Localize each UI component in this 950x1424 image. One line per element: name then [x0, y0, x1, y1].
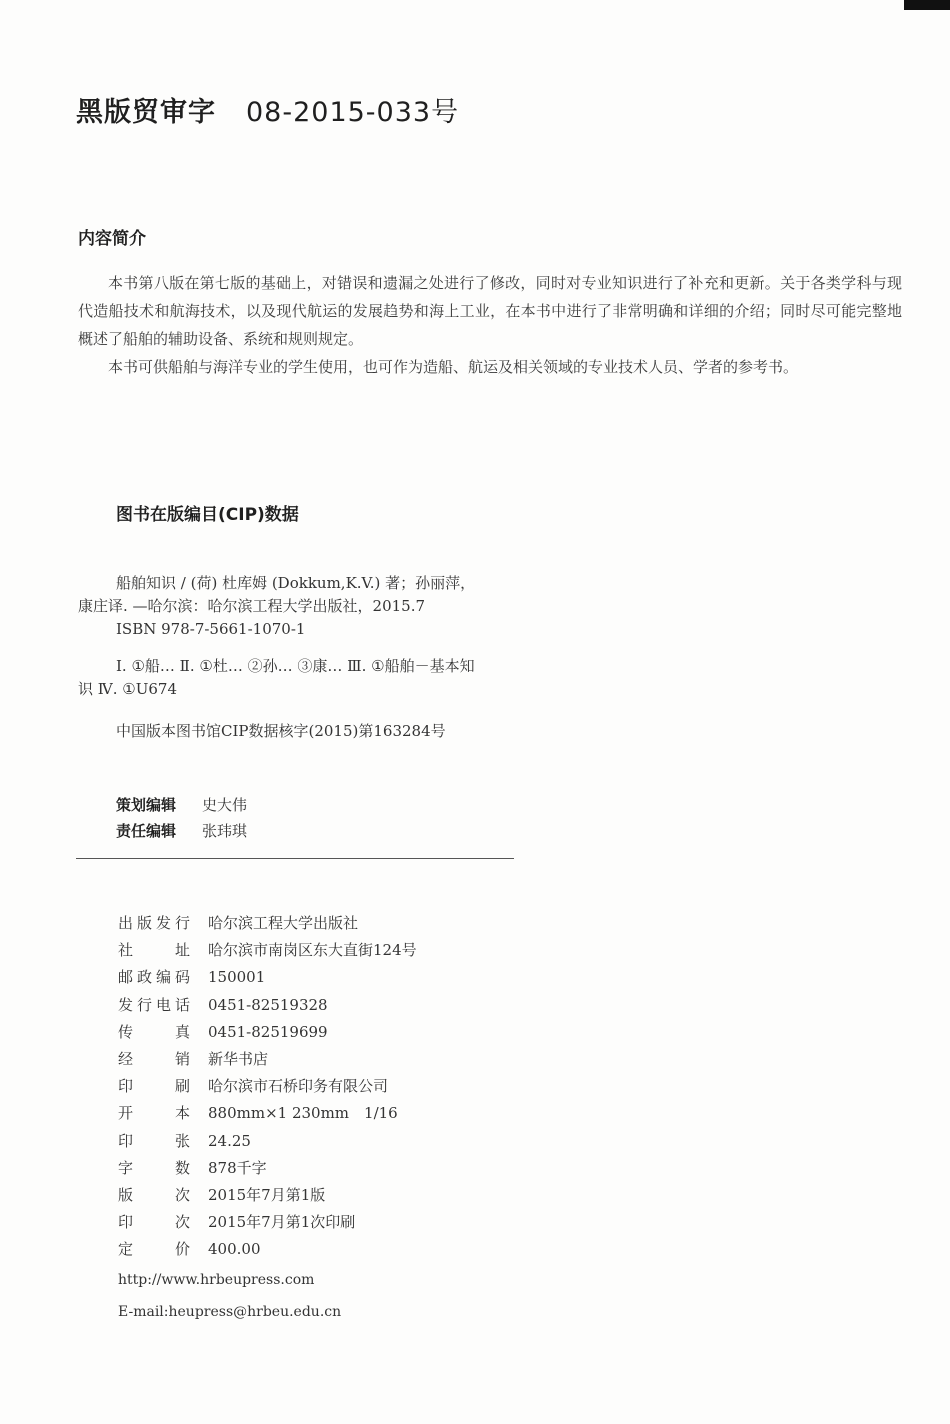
- info-value: 哈尔滨工程大学出版社: [208, 914, 359, 932]
- info-row: [118, 964, 417, 991]
- info-label: 发行电话: [118, 995, 190, 1014]
- info-row: [118, 1073, 417, 1100]
- info-row: [118, 1236, 417, 1263]
- email-address: E-mail:heupress@hrbeu.edu.cn: [118, 1303, 342, 1320]
- info-value: 0451-82519328: [208, 995, 328, 1014]
- info-row: [118, 1155, 417, 1182]
- info-value: 新华书店: [208, 1049, 269, 1068]
- approval-code: 08-2015-033号: [246, 97, 460, 128]
- info-value: 150001: [208, 968, 266, 987]
- info-value: 2015年7月第1次印刷: [208, 1213, 356, 1232]
- approval-label: 黑版贸审字: [76, 97, 216, 128]
- editor-name: 张玮琪: [202, 822, 248, 840]
- info-value: 880mm×1 230mm 1/16: [208, 1104, 398, 1123]
- publication-info: [118, 910, 417, 1326]
- info-value: 2015年7月第1版: [208, 1185, 326, 1204]
- info-label: 社址: [118, 941, 190, 960]
- info-value: 878千字: [208, 1158, 267, 1177]
- info-row: [118, 1182, 417, 1209]
- info-label: 印张: [118, 1131, 190, 1150]
- editor-name: 史大伟: [202, 796, 248, 814]
- info-label: 经销: [118, 1049, 190, 1068]
- cip-record: [78, 572, 478, 743]
- summary-text: [78, 269, 902, 381]
- info-label: 邮政编码: [118, 968, 190, 987]
- approval-number: [76, 90, 459, 129]
- editors-list: [116, 792, 247, 844]
- info-row: [118, 1019, 417, 1046]
- cip-verification-number: 中国版本图书馆CIP数据核字(2015)第163284号: [116, 722, 446, 740]
- cip-classification: Ⅰ. ①船… Ⅱ. ①杜… ②孙… ③康… Ⅲ. ①船舶－基本知识 Ⅳ. ①U674: [78, 657, 475, 698]
- info-label: 字数: [118, 1158, 190, 1177]
- info-label: 印刷: [118, 1077, 190, 1096]
- info-value: 24.25: [208, 1131, 251, 1150]
- info-row: [118, 1209, 417, 1236]
- summary-paragraph: 本书第八版在第七版的基础上，对错误和遗漏之处进行了修改，同时对专业知识进行了补充和更新。关于各类学科与现代造船技术和航海技术，以及现代航运的发展趋势和海上工业，在本书中进行了非常明确和详细的介绍；同时尽可能完整地概述了船舶的辅助设备、系统和规则规定。: [78, 274, 902, 348]
- info-row: [118, 910, 417, 937]
- section-divider: [76, 858, 514, 859]
- summary-paragraph: 本书可供船舶与海洋专业的学生使用，也可作为造船、航运及相关领域的专业技术人员、学者的参考书。: [108, 358, 799, 376]
- info-row: [118, 1128, 417, 1155]
- info-value: 0451-82519699: [208, 1022, 328, 1041]
- info-row: [118, 1046, 417, 1073]
- scan-corner-mark: [904, 0, 950, 10]
- info-row: [118, 1100, 417, 1127]
- editor-label: 责任编辑: [116, 822, 177, 840]
- info-label: 出版发行: [118, 914, 190, 932]
- editor-label: 策划编辑: [116, 796, 177, 814]
- info-value: 400.00: [208, 1240, 261, 1259]
- website-url: http://www.hrbeupress.com: [118, 1272, 315, 1289]
- cip-heading: 图书在版编目(CIP)数据: [116, 505, 299, 525]
- info-row: [118, 937, 417, 964]
- summary-heading: 内容简介: [78, 229, 146, 249]
- info-label: 定价: [118, 1240, 190, 1259]
- info-label: 传真: [118, 1022, 190, 1041]
- editor-row: [116, 792, 247, 818]
- info-value: 哈尔滨市石桥印务有限公司: [208, 1077, 389, 1096]
- info-row: [118, 992, 417, 1019]
- info-value: 哈尔滨市南岗区东大直街124号: [208, 941, 417, 960]
- editor-row: [116, 818, 247, 844]
- info-label: 开本: [118, 1104, 190, 1123]
- info-label: 印次: [118, 1213, 190, 1232]
- cip-isbn: ISBN 978-7-5661-1070-1: [116, 620, 306, 638]
- cip-bibliographic-entry: 船舶知识 / (荷) 杜库姆 (Dokkum,K.V.) 著；孙丽萍，康庄译. —哈尔滨：哈尔滨工程大学出版社，2015.7: [78, 574, 476, 615]
- info-label: 版次: [118, 1185, 190, 1204]
